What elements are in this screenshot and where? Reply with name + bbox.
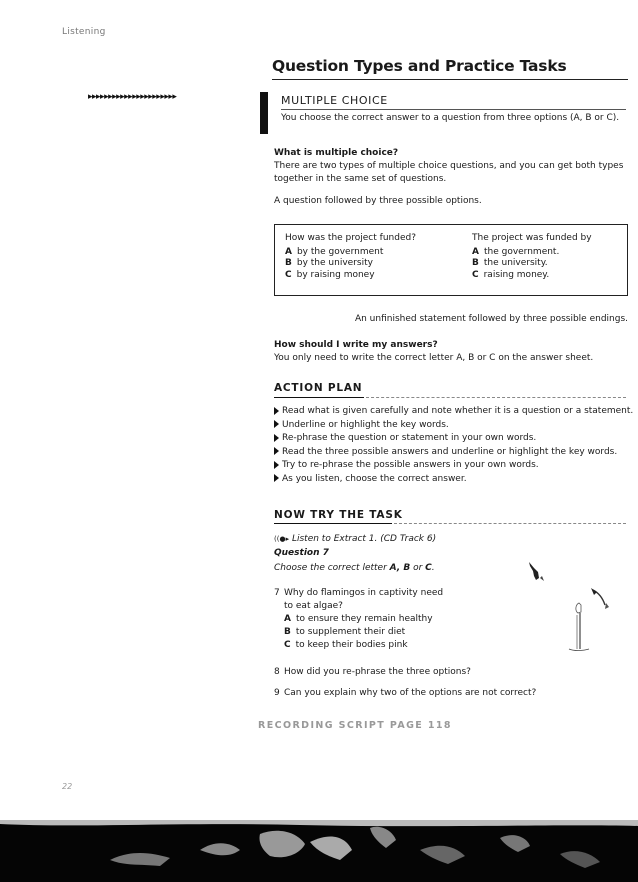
example-right-option: C raising money. [472, 269, 550, 280]
action-plan-item: Underline or highlight the key words. [274, 419, 633, 433]
triangle-bullet-icon [274, 474, 279, 482]
action-plan-list [274, 405, 633, 486]
example-right-option: A the government. [472, 246, 560, 257]
now-try-heading: NOW TRY THE TASK [274, 509, 403, 521]
question-9: 9 Can you explain why two of the options are not correct? [274, 688, 537, 698]
action-plan-rule [274, 397, 364, 398]
multiple-choice-heading: MULTIPLE CHOICE [281, 94, 388, 107]
example-right [472, 233, 592, 281]
q7-option: C to keep their bodies pink [284, 640, 408, 650]
option-line: A question followed by three possible options. [274, 196, 482, 206]
example-box [274, 224, 628, 296]
page-number: 22 [62, 782, 73, 791]
heading-rule [281, 109, 626, 110]
action-plan-item: Read the three possible answers and underline or highlight the key words. [274, 446, 633, 460]
section-label: Listening [62, 27, 106, 37]
what-is-text-2: together in the same set of questions. [274, 174, 447, 184]
what-is-heading: What is multiple choice? [274, 148, 399, 158]
example-left-option: C by raising money [285, 269, 375, 280]
triangle-bullet-icon [274, 420, 279, 428]
now-try-rule [274, 523, 392, 524]
how-write-text: You only need to write the correct letter A, B or C on the answer sheet. [274, 353, 594, 363]
example-left-option: B by the university [285, 258, 373, 268]
question-8: 8 How did you re-phrase the three options? [274, 667, 471, 677]
arrow-row-decoration: ▸▸▸▸▸▸▸▸▸▸▸▸▸▸▸▸▸▸▸▸▸▸ [88, 92, 177, 102]
listen-line [274, 533, 436, 546]
example-left-question: How was the project funded? [285, 233, 416, 243]
bottom-photo-strip [0, 820, 638, 882]
example-left-option: A by the government [285, 246, 384, 257]
action-plan-item: Read what is given carefully and note whether it is a question or a statement. [274, 405, 633, 419]
triangle-bullet-icon [274, 434, 279, 442]
audio-icon: ((●▸ [274, 535, 290, 543]
example-right-option: B the university. [472, 258, 548, 268]
triangle-bullet-icon [274, 447, 279, 455]
triangle-bullet-icon [274, 461, 279, 469]
flamingo-illustration [563, 585, 613, 657]
title-rule [272, 79, 628, 80]
action-plan-item: Re-phrase the question or statement in your own words. [274, 432, 633, 446]
example-left [285, 233, 416, 281]
section-marker-bar [260, 92, 268, 134]
triangle-bullet-icon [274, 407, 279, 415]
recording-script-reference: RECORDING SCRIPT PAGE 118 [258, 720, 452, 731]
q7-option: B to supplement their diet [284, 627, 406, 637]
now-try-dashed-rule [394, 523, 626, 524]
q7-option: A to ensure they remain healthy [284, 614, 433, 624]
listen-instruction: Listen to Extract 1. (CD Track 6) [291, 534, 437, 544]
example-right-question: The project was funded by [472, 233, 592, 243]
how-write-heading: How should I write my answers? [274, 340, 438, 350]
bird-silhouettes-image [0, 820, 638, 882]
multiple-choice-description: You choose the correct answer to a question from three options (A, B or C). [281, 113, 620, 123]
flamingo-head-illustration [526, 560, 546, 582]
action-plan-heading: ACTION PLAN [274, 382, 363, 394]
unfinished-caption: An unfinished statement followed by three possible endings. [354, 314, 628, 324]
action-plan-item: Try to re-phrase the possible answers in your own words. [274, 459, 633, 473]
choose-instruction: Choose the correct letter A, B or C. [274, 563, 435, 573]
action-plan-item: As you listen, choose the correct answer. [274, 473, 633, 487]
page-title: Question Types and Practice Tasks [272, 57, 567, 75]
question-7: 7 Why do flamingos in captivity need to eat algae? A to ensure they remain healthy B to supplement their diet C to keep their bodies pink [274, 588, 444, 650]
action-plan-dashed-rule [366, 397, 626, 398]
what-is-text-1: There are two types of multiple choice questions, and you can get both types [274, 161, 624, 171]
question-label: Question 7 [274, 548, 329, 558]
